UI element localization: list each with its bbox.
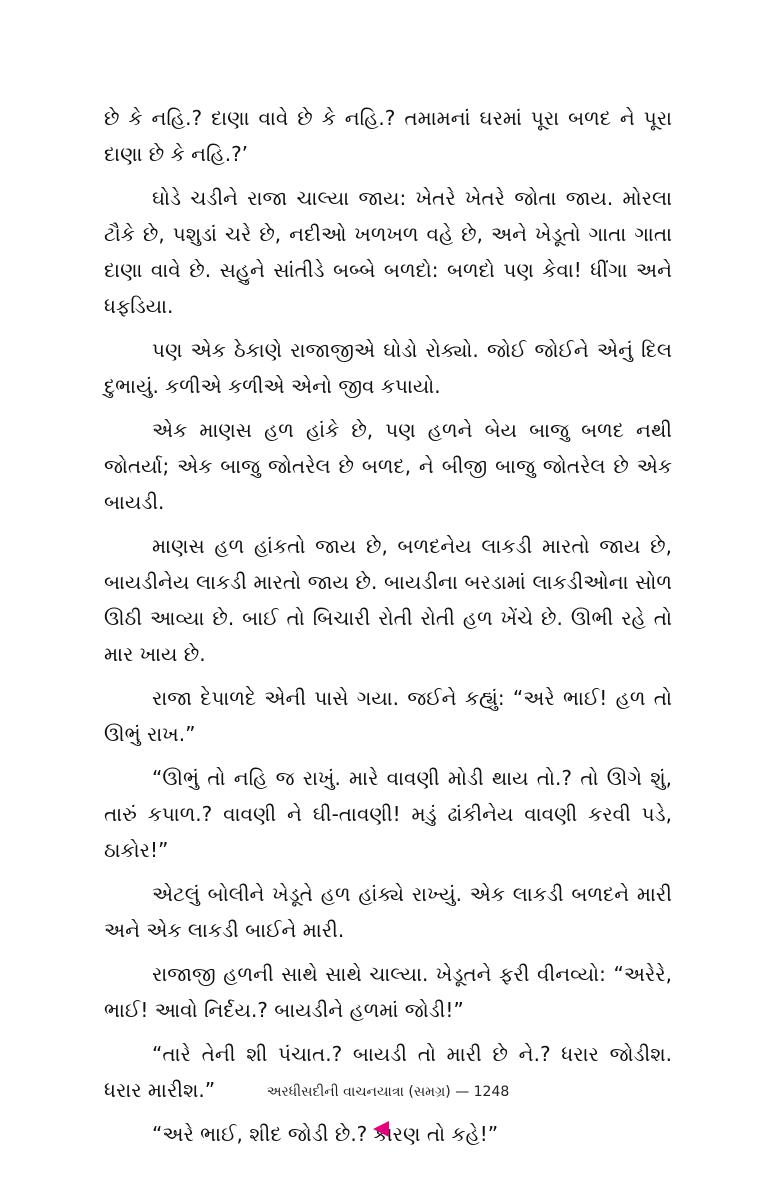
- paragraph-4: એક માણસ હળ હાંકે છે, પણ હળને બેય બાજુ બળદ નથી જોતર્યા; એક બાજુ જોતરેલ છે બળદ, ને બીજી બાજુ જોતરેલ છે એક બાયડી.: [104, 418, 672, 514]
- previous-page-icon[interactable]: [373, 1121, 389, 1137]
- page-number: 1248: [473, 1084, 510, 1100]
- book-title: અરધીસદીની વાચનયાત્રા (સમગ્ર): [266, 1084, 451, 1100]
- paragraph-8: એટલું બોલીને ખેડૂતે હળ હાંક્યે રાખ્યું. એક લાકડી બળદને મારી અને એક લાકડી બાઈને મારી.: [104, 882, 672, 942]
- page-text: [104, 100, 672, 1160]
- page-footer: [0, 1082, 776, 1102]
- paragraph-2: ઘોડે ચડીને રાજા ચાલ્યા જાય: ખેતરે ખેતરે જોતા જાય. મોરલા ટૌકે છે, પશુડાં ચરે છે, નદીઓ ખળખળ વહે છે, અને ખેડૂતો ગાતા ગાતા દાણા વાવે છે. સહુને સાંતીડે બબ્બે બળદો: બળદો પણ કેવા! ધીંગા અને ધફડિયા.: [104, 186, 672, 318]
- paragraph-10: “તારે તેની શી પંચાત.? બાયડી તો મારી છે ને.? ધરાર જોડીશ. ધરાર મારીશ.”: [104, 1042, 672, 1102]
- footer-separator: —: [455, 1084, 470, 1100]
- paragraph-5: માણસ હળ હાંકતો જાય છે, બળદનેય લાકડી મારતો જાય છે, બાયડીનેય લાકડી મારતો જાય છે. બાયડીના બરડામાં લાકડીઓના સોળ ઊઠી આવ્યા છે. બાઈ તો બિચારી રોતી રોતી હળ ખેંચે છે. ઊભી રહે તો માર ખાય છે.: [104, 534, 672, 666]
- paragraph-3: પણ એક ઠેકાણે રાજાજીએ ઘોડો રોક્યો. જોઈ જોઈને એનું દિલ દુભાયું. કળીએ કળીએ એનો જીવ કપાયો.: [104, 338, 672, 398]
- paragraph-1: છે કે નહિ.? દાણા વાવે છે કે નહિ.? તમામનાં ઘરમાં પૂરા બળદ ને પૂરા દાણા છે કે નહિ.?’: [104, 106, 672, 166]
- paragraph-6: રાજા દેપાળદે એની પાસે ગયા. જઈને કહ્યું: “અરે ભાઈ! હળ તો ઊભું રાખ.”: [104, 686, 672, 746]
- paragraph-11: “અરે ભાઈ, શીદ જોડી છે.? કારણ તો કહે!”: [152, 1122, 499, 1146]
- paragraph-9: રાજાજી હળની સાથે સાથે ચાલ્યા. ખેડૂતને ફરી વીનવ્યો: “અરેરે, ભાઈ! આવો નિર્દય.? બાયડીને હળમાં જોડી!”: [104, 962, 672, 1022]
- paragraph-7: “ઊભું તો નહિ જ રાખું. મારે વાવણી મોડી થાય તો.? તો ઊગે શું, તારું કપાળ.? વાવણી ને ઘી-તાવણી! મડું ઢાંકીનેય વાવણી કરવી પડે, ઠાકોર!”: [104, 766, 672, 862]
